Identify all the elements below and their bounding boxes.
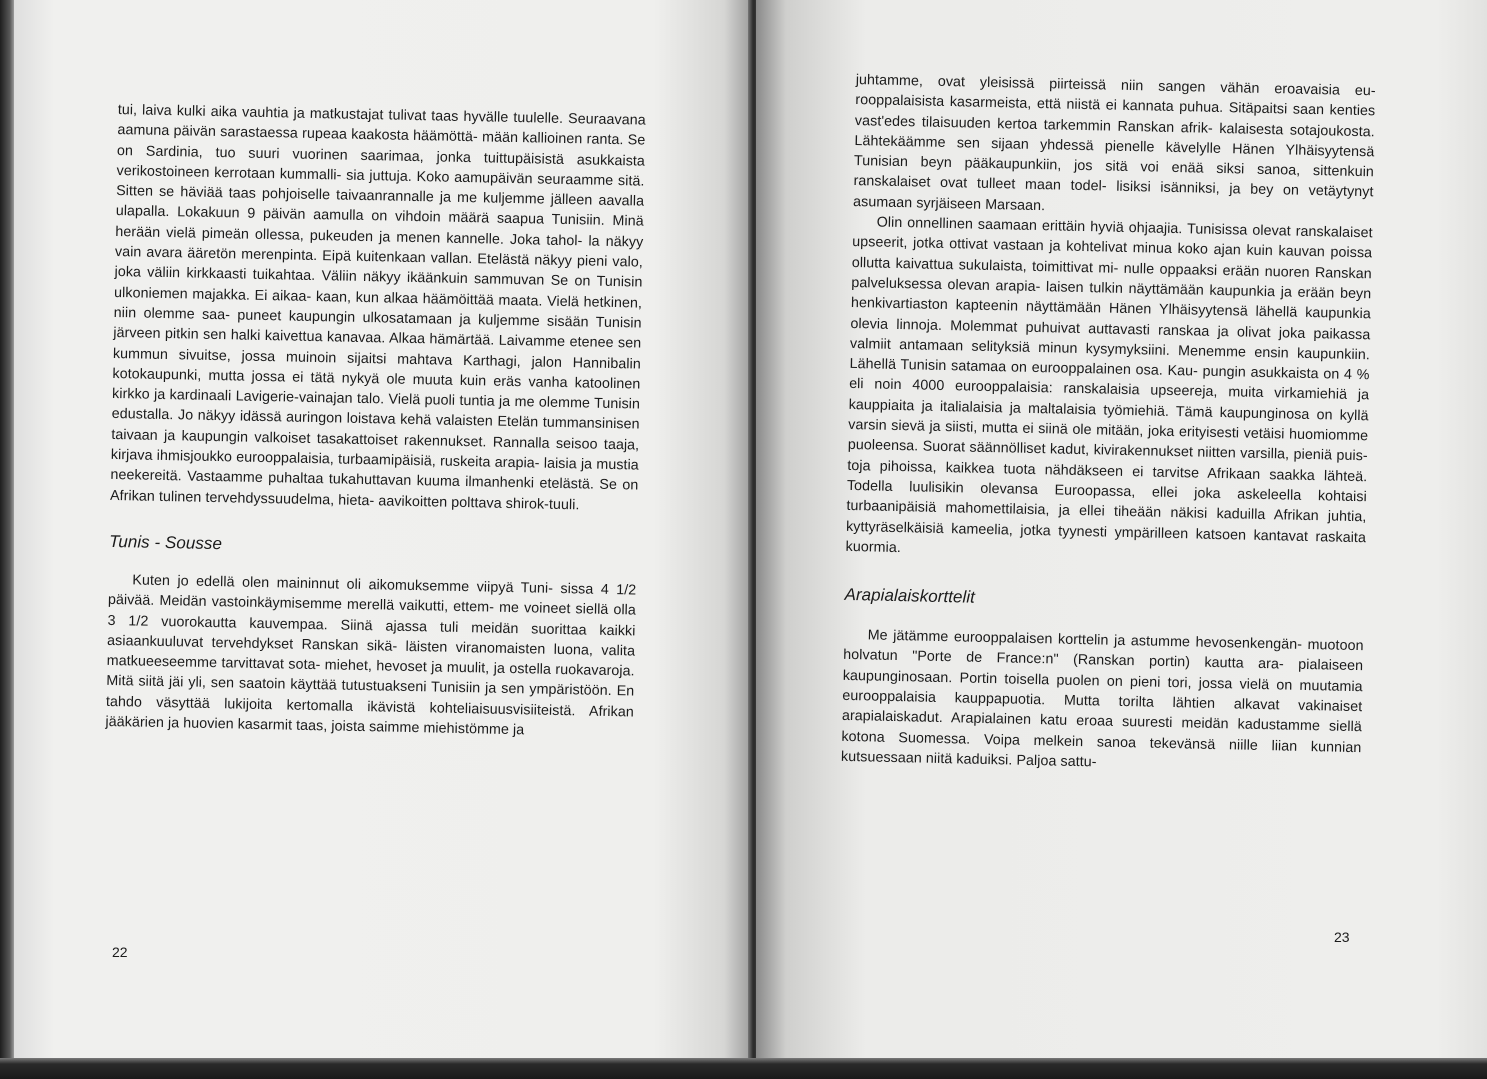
left-section-heading: Tunis - Sousse [108, 531, 223, 554]
right-paragraph-2: Olin onnellinen saamaan erittäin hyviä ohjaajia. Tunisissa olevat ranskalaiset upseerit, jotka ottivat vastaan ja kohtelivat minua koko ajan kuin kauvan poissa ollutta kaivattua sukulaista, toimittivat mi- nulle oppaaksi erään nuoren Ranskan palveluksessa olevan arapia- laisen tulkin näyttämään kaupunkia ja erään beyn henkivartiaston kapteenin näyttämään Hänen Ylhäisyytensä lähellä kaupunkia olevia linnoja. Molemmat puhuivat auttavasti ranskaa ja olivat joka paikassa valmiit antamaan selityksiä minun kysymyksiini. Menemme ensin kaupunkiin. Lähellä Tunisin satamaa on eurooppalainen osa. Kau- pungin asukkaista on 4 % eli noin 4000 eurooppalaisia: ranskalaisia upseereja, muita virkamiehiä ja kauppiaita ja italialaisia ja maltalaisia työmiehiä. Tämä kaupunginosa on kyllä varsin sievä ja siisti, mutta ei siinä ole mitään, joka erityisesti vetäisi huomiomme puoleensa. Suorat säännölliset kadut, kivirakennukset niitten varsilla, pieniä puis- toja pihoissa, kaikkea tuota nähdäkseen ei tarvitse Afrikaan saakka lähteä. Todella luulisikin olevansa Euroopassa, ellei joka askeleella kohtaisi turbaanipäisiä mahomettilaisia, ja ellei tiheään näkisi kaduilla Afrikan juhtia, kyttyräselkäisiä kameelia, jotka tyynesti ympärilleen katsoen kantavat raskaita kuormia. [845, 214, 1373, 556]
right-section-heading: Arapialaiskorttelit [844, 585, 976, 607]
left-paragraph-1: tui, laiva kulki aika vauhtia ja matkustajat tulivat taas hyvälle tuulelle. Seuraavana aamuna päivän sarastaessa rupeaa kaakosta häämöttä- mään kallioinen ranta. Se on Sardinia, tuo suuri vuorinen saarimaa, jonka tuittupäisistä asukkaista verikostoineen kerrotaan kummalli- sia juttuja. Koko aamupäivän seuraamme sitä. Sitten se häviää taas pohjoiselle taivaanrannalle ja me kuljemme jälleen aavalla ulapalla. Lokakuun 9 päivän aamulla on vihdoin määrä saapua Tunisiin. Minä herään vielä pimeän ollessa, pukeuden ja menen kannelle. Joka tahol- la näkyy vain avara ääretön merenpinta. Eipä kuitenkaan vallan. Etelästä näkyy pieni valo, joka väliin kirkkaasti tuikahtaa. Väliin näkyy ikäänkuin sammuvan Se on Tunisin ulkoniemen majakka. Ei aikaa- kaan, kun alkaa häämöittää maata. Vielä hetkinen, niin olemme saa- puneet kaupungin ulkosatamaan ja kuljemme sisään Tunisin järveen pitkin sen halki kaivettua kanavaa. Alkaa hämärtää. Laivamme etenee sen kummun sivuitse, jossa muinoin sijaitsi mahtava Karthagi, jalon Hannibalin kotokaupunki, mutta jossa ei tätä nykyä ole muuta kuin eräs vanha katoolinen kirkko ja kardinaali Lavigerie-vainajan talo. Vielä puoli tuntia ja me olemme Tunisin edustalla. Jo näkyy idässä auringon loistava kehä valaisten Etelän tummansinisen taivaan ja kaupungin valkoiset tasakattoiset rakennukset. Rannalla seisoo taaja, kirjava ihmisjoukko eurooppalaisia, turbaamipäisiä, ruskeita arapia- laisia ja mustia neekereitä. Vastaamme puhaltaa tukahuttavan kuuma ilmanhenki etelästä. Se on Afrikan tulinen tervehdyssuudelma, hieta- aavikoitten polttava shirok-tuuli. [109, 101, 646, 513]
left-page-text [105, 100, 646, 743]
right-page-number: 23 [1334, 929, 1350, 945]
right-paragraph-1: juhtamme, ovat yleisissä piirteissä niin sangen vähän eroavaisia eu- rooppalaisista kasarmeista, että niistä ei kannata puhua. Sitäpaitsi saan kenties vast'edes tilaisuuden kertoa tarkemmin Ranskan afrik- kalaisesta sotajoukosta. Lähtekäämme sen sijaan yhdessä pienelle kävelylle Hänen Ylhäisyytensä Tunisian beyn pääkaupunkiin, jos sitä voi enää siksi sanoa, sittenkuin ranskalaiset ovat tulleet maan todel- lisiksi isänniksi, ja bey on vetäytynyt asumaan syrjäiseen Marsaan. [852, 71, 1376, 214]
left-page [14, 0, 752, 1060]
scan-edge-bottom [0, 1058, 1487, 1079]
right-page [756, 0, 1487, 1060]
left-page-number: 22 [112, 944, 128, 960]
left-paragraph-2: Kuten jo edellä olen maininnut oli aikomuksemme viipyä Tuni- sissa 4 1/2 päivää. Meidän vastoinkäymisemme merellä vaikutti, ettem- me voineet siellä olla 3 1/2 vuorokautta kauvempaa. Siinä ajassa tuli meidän suorittaa kaikki asiaankuuluvat tervehdykset Ranskan sikä- läisten viranomaisten luona, valita matkueeseemme tarvittavat sota- miehet, hevoset ja muulit, ja ostella ruokavaroja. Mitä siitä jäi yli, sen saatoin käyttää tutustuakseni Tunisiin ja sen ympäristöön. En tahdo väsyttää lukijoita kertomalla ikävistä kohteliaisuusvisiiteistä. Afrikan jääkärien ja huovien kasarmit taas, joista saimme miehistömme ja [105, 572, 637, 739]
right-page-text [841, 70, 1376, 778]
right-paragraph-3: Me jätämme eurooppalaisen korttelin ja astumme hevosenkengän- muotoon holvatun "Porte de France:n" (Ranskan portin) kautta ara- pialaiseen kaupunginosaan. Portin toisella puolen on pieni tori, jossa vielä on muutamia eurooppalaisia kauppapuotia. Mutta torilta lähtien alkavat vakinaiset arapialaiskadut. Arapialainen katu eroaa suuresti meidän kadustamme siellä kotona Suomessa. Voipa melkein sanoa tekevänsä niille liian kunnian kutsuessaan niitä kaduiksi. Paljoa sattu- [840, 627, 1364, 771]
